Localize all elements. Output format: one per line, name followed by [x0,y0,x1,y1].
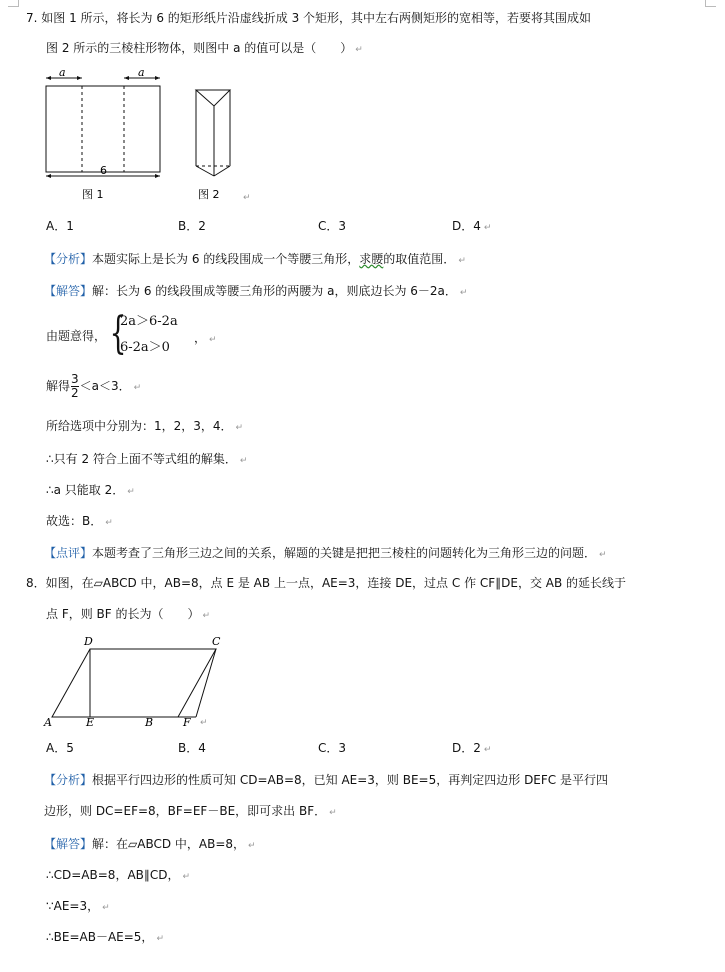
paper-rectangle [46,86,160,172]
q7-comment: 【点评】本题考查了三角形三边之间的关系，解题的关键是把把三棱柱的问题转化为三角形三边的问题． ↵ [44,546,607,560]
segment-cf [196,649,216,717]
fig1-caption: 图 1 [82,188,104,201]
q7-system-intro: 由题意得， [46,329,107,343]
analysis-tag: 【分析】 [44,252,93,266]
label-b: B [145,716,154,729]
q7-analysis: 【分析】本题实际上是长为 6 的线段围成一个等腰三角形，求腰的取值范围． ↵ [44,252,466,266]
arrowhead [155,76,160,80]
q7-step1: 所给选项中分别为：1，2，3，4． ↵ [46,419,244,433]
label-d: D [84,635,93,648]
prism-bottom-left [196,166,214,176]
q8-option-d: D．2 ↵ [452,741,492,755]
q7-step3: ∴a 只能取 2． ↵ [46,483,135,497]
label-f: F [183,716,191,729]
q8-option-c: C．3 [318,741,347,755]
q8-analysis-line2: 边形，则 DC=EF=8，BF=EF－BE，即可求出 BF． ↵ [44,804,337,818]
q7-option-b: B．2 [178,219,206,233]
arrowhead [124,76,129,80]
q8-option-b: B．4 [178,741,206,755]
analysis-tag: 【分析】 [44,773,93,787]
q7-solve: 解得 $\frac{3}{2}$ ＜a＜3． ↵ [46,372,142,400]
q8-step3: ∴BE=AB－AE=5， ↵ [46,930,164,944]
label-e: E [86,716,95,729]
q7-figure1 [38,66,178,206]
q7-line1: 7. 如图 1 所示，将长为 6 的矩形纸片沿虚线折成 3 个矩形，其中左右两侧矩形的宽相等，若要将其围成如 [26,11,592,25]
solution-tag: 【解答】 [44,284,93,298]
arrowhead [77,76,82,80]
q7-solution: 【解答】解：长为 6 的线段围成等腰三角形的两腰为 a，则底边长为 6－2a． ↵ [44,284,468,298]
parallelogram-abcd [52,649,216,717]
wavy-underline: 求腰 [359,252,384,266]
arrowhead [46,76,51,80]
solution-tag: 【解答】 [44,837,93,851]
label-c: C [212,635,221,648]
q8-line2: 点 F，则 BF 的长为（ ） ↵ [46,607,211,621]
curly-brace: { [109,308,127,359]
q7-option-a: A．1 [46,219,74,233]
q7-line2: 图 2 所示的三棱柱形物体，则图中 a 的值可以是（ ） ↵ [46,41,363,55]
label-a-left: a [59,66,66,79]
fig2-caption: 图 2 [198,188,220,201]
q7-system-tail: ， ↵ [194,331,217,345]
label-a: A [44,716,52,729]
label-6: 6 [100,164,107,177]
fraction-3-2: $\frac{3}{2}$ [71,372,79,400]
label-a-right: a [138,66,145,79]
q7-inequality-2: 6-2a＞0 [120,340,170,355]
q7-step2: ∴只有 2 符合上面不等式组的解集． ↵ [46,452,248,466]
q8-line1: 8．如图，在▱ABCD 中，AB=8，点 E 是 AB 上一点，AE=3，连接 DE，过点 C 作 CF∥DE，交 AB 的延长线于 [26,576,627,590]
q8-step2: ∵AE=3， ↵ [46,899,110,913]
q8-option-a: A．5 [46,741,74,755]
q8-figure [40,633,220,728]
q7-option-c: C．3 [318,219,347,233]
corner-mark-right [705,0,716,7]
arrowhead [155,174,160,178]
prism-top-face [196,90,230,106]
q8-step1: ∴CD=AB=8，AB∥CD， ↵ [46,868,191,882]
q7-option-d: D．4 ↵ [452,219,492,233]
comment-tag: 【点评】 [44,546,93,560]
prism-bottom-right [214,166,230,176]
corner-mark-left [8,0,19,7]
q8-analysis-line1: 【分析】根据平行四边形的性质可知 CD=AB=8，已知 AE=3，则 BE=5，再判定四边形 DEFC 是平行四 [44,773,608,787]
q7-inequality-1: 2a＞6-2a [120,314,178,329]
q8-solution: 【解答】解：在▱ABCD 中，AB=8， ↵ [44,837,256,851]
arrowhead [46,174,51,178]
q7-step4: 故选：B． ↵ [46,514,113,528]
